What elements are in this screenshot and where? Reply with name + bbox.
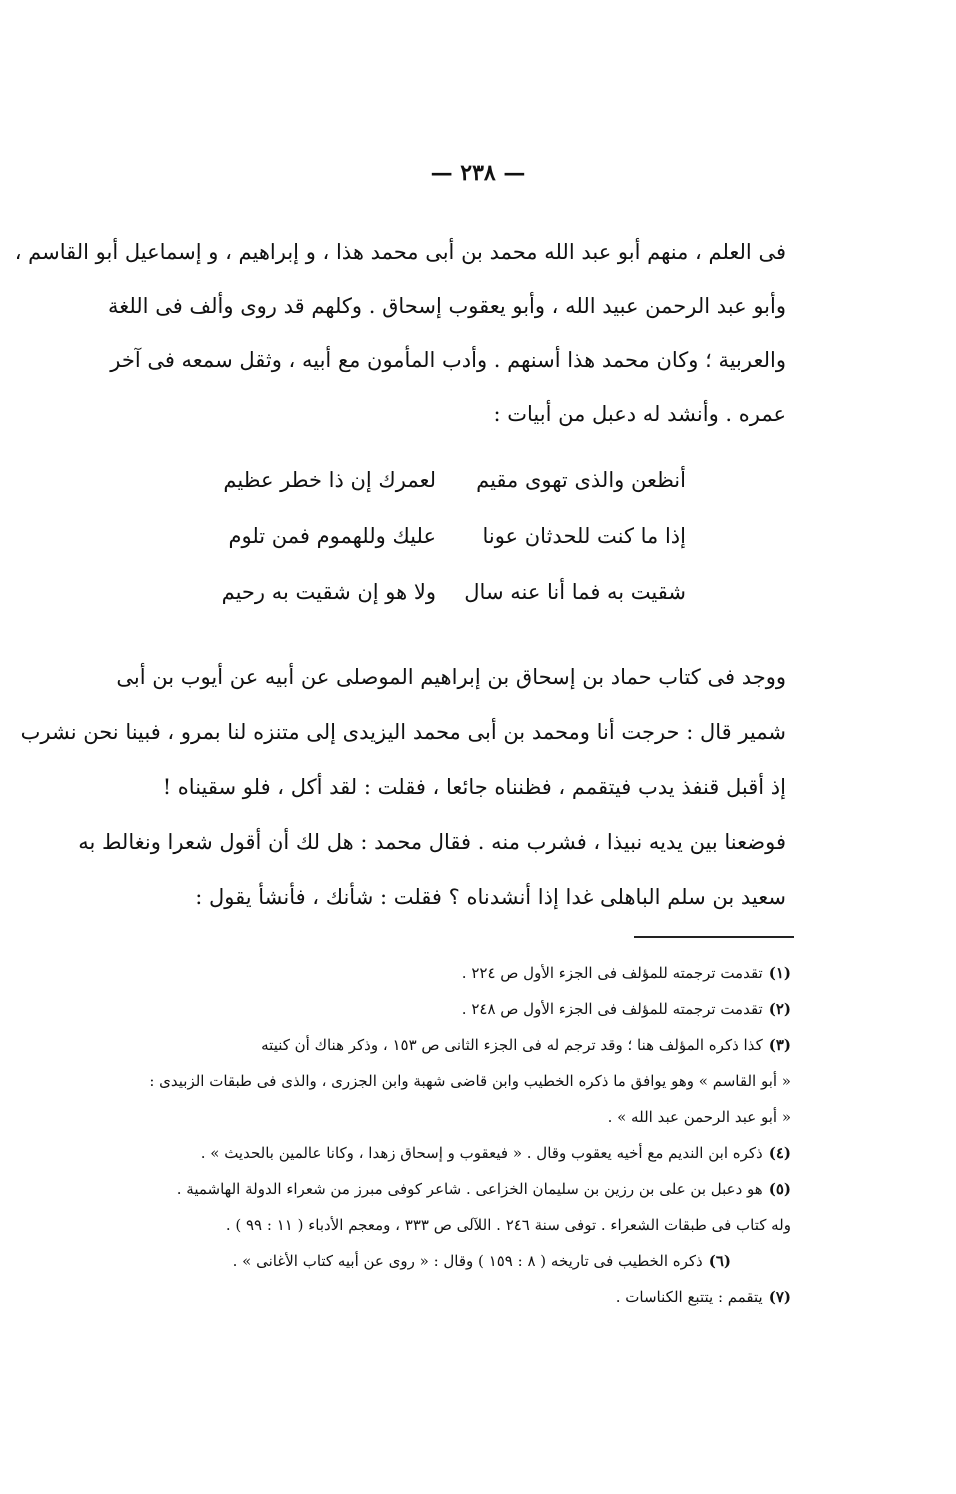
text-line: والعربية ؛ وكان محمد هذا أسنهم . وأدب المأمون مع أبيه ، وثقل سمعه فى آخر bbox=[110, 348, 786, 372]
footnote-text: يتقمم : يتتبع الكناسات . bbox=[615, 1288, 763, 1306]
footnote-number: (٣) bbox=[768, 1036, 791, 1054]
footnote-divider bbox=[634, 936, 794, 938]
paragraph-2 bbox=[20, 650, 786, 925]
page-number: — ٢٣٨ — bbox=[430, 160, 526, 186]
verse-second-hemistich: لعمرك إن ذا خطر عظيم bbox=[223, 468, 436, 492]
footnote-text: ذكره ابن النديم مع أخيه يعقوب وقال . « فيعقوب و إسحاق زهدا ، وكانا عالمين بالحديث » . bbox=[200, 1144, 763, 1162]
text-line: شمير قال : حرجت أنا ومحمد بن أبى محمد اليزيدى إلى متنزه لنا بمرو ، فبينا نحن نشرب bbox=[20, 720, 786, 744]
footnote-number: (٧) bbox=[768, 1288, 791, 1306]
footnote-text: هو دعبل بن على بن رزين بن سليمان الخزاعى . شاعر كوفى مبرز من شعراء الدولة الهاشمية . bbox=[176, 1180, 763, 1198]
text-line: فى العلم ، منهم أبو عبد الله محمد بن أبى محمد هذا ، و إبراهيم ، و إسماعيل أبو القاسم ، bbox=[14, 240, 786, 264]
footnote-continuation bbox=[121, 1063, 791, 1099]
text-line: عمره . وأنشد له دعبل من أبيات : bbox=[493, 402, 786, 426]
verse-second-hemistich: عليك وللهموم فمن تلوم bbox=[228, 524, 436, 548]
text-line: ووجد فى كتاب حماد بن إسحاق بن إبراهيم الموصلى عن أبيه عن أيوب بن أبى bbox=[116, 665, 786, 689]
footnote-text: وله كتاب فى طبقات الشعراء . توفى سنة ٢٤٦ . اللآلى ص ٣٣٣ ، ومعجم الأدباء ( ١١ : ٩٩ ) . bbox=[225, 1216, 791, 1234]
text-line: سعيد بن سلم الباهلى غدا إذا أنشدناه ؟ فقلت : شأنك ، فأنشأ يقول : bbox=[195, 885, 786, 909]
footnote-text: تقدمت ترجمته للمؤلف فى الجزء الأول ص ٢٤٨ . bbox=[461, 1000, 763, 1018]
footnote bbox=[121, 991, 791, 1027]
verse-first-hemistich: إذا ما كنت للحدثان عونا bbox=[482, 524, 686, 548]
poem-verses bbox=[216, 452, 686, 620]
footnote bbox=[121, 1279, 791, 1315]
text-line: وأبو عبد الرحمن عبيد الله ، وأبو يعقوب إسحاق . وكلهم قد روى وألف فى اللغة bbox=[107, 294, 786, 318]
paragraph-1 bbox=[14, 225, 786, 441]
footnote bbox=[121, 1243, 791, 1279]
verse bbox=[216, 452, 686, 508]
footnote-text: « أبو القاسم » وهو يوافق ما ذكره الخطيب وابن قاضى شهبة وابن الجزرى ، والذى فى طبقات الزبيدى : bbox=[149, 1072, 791, 1090]
footnotes bbox=[121, 955, 791, 1315]
footnote bbox=[121, 1027, 791, 1063]
footnote-continuation bbox=[121, 1099, 791, 1135]
footnote bbox=[121, 955, 791, 991]
verse-first-hemistich: شقيت به فما أنا عنه سال bbox=[464, 580, 686, 604]
footnote-text: ذكره الخطيب فى تاريخه ( ٨ : ١٥٩ ) وقال : « روى عن أبيه كتاب الأغانى » . bbox=[232, 1252, 703, 1270]
footnote-text: كذا ذكره المؤلف هنا ؛ وقد ترجم له فى الجزء الثانى ص ١٥٣ ، وذكر هناك أن كنيته bbox=[261, 1036, 763, 1054]
verse bbox=[216, 508, 686, 564]
verse bbox=[216, 564, 686, 620]
verse-first-hemistich: أنظعن والذى تهوى مقيم bbox=[476, 468, 686, 492]
footnote-number: (١) bbox=[768, 964, 791, 982]
footnote-text: « أبو عبد الرحمن عبد الله » . bbox=[607, 1108, 791, 1126]
footnote-number: (٥) bbox=[768, 1180, 791, 1198]
footnote bbox=[121, 1135, 791, 1171]
footnote-continuation bbox=[121, 1207, 791, 1243]
footnote-number: (٤) bbox=[768, 1144, 791, 1162]
text-line: فوضعنا بين يديه نبيذا ، فشرب منه . فقال محمد : هل لك أن أقول شعرا ونغالط به bbox=[78, 830, 786, 854]
footnote bbox=[121, 1171, 791, 1207]
text-line: إذ أقبل قنفذ يدب فيتقمم ، فظنناه جائعا ، فقلت : لقد أكل ، فلو سقيناه ! bbox=[162, 775, 786, 799]
footnote-number: (٦) bbox=[708, 1252, 731, 1270]
verse-second-hemistich: ولا هو إن شقيت به رحيم bbox=[221, 580, 436, 604]
footnote-number: (٢) bbox=[768, 1000, 791, 1018]
footnote-text: تقدمت ترجمته للمؤلف فى الجزء الأول ص ٢٢٤ . bbox=[461, 964, 763, 982]
